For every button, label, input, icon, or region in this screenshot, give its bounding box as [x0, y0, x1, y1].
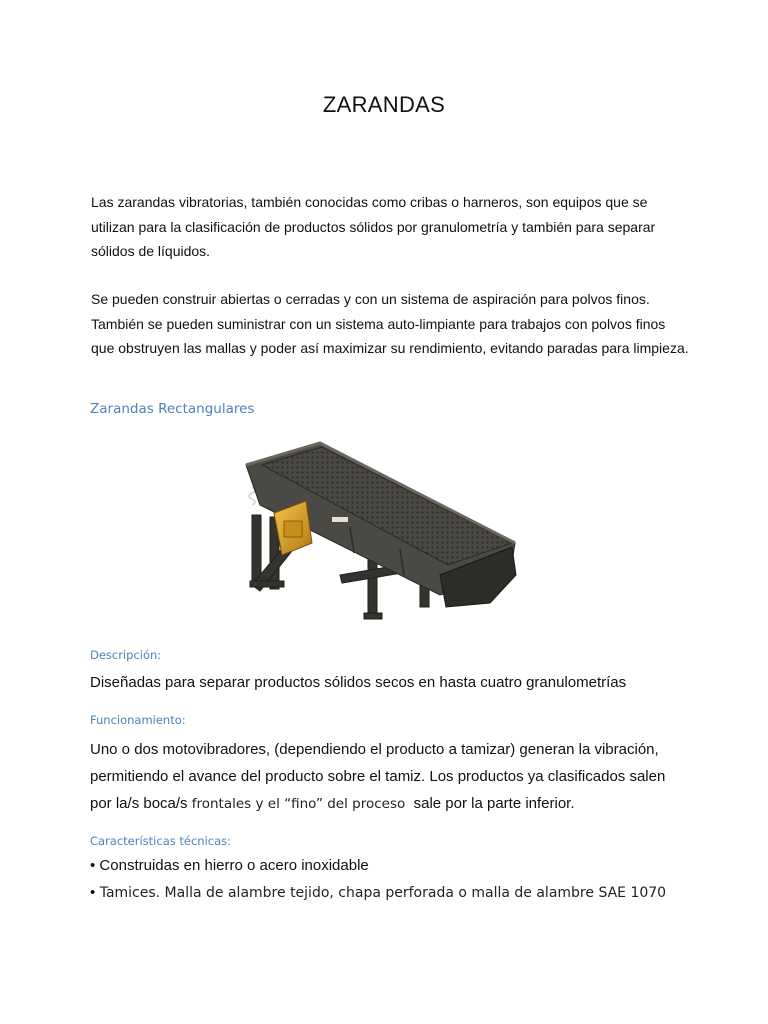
caracteristica-text: Construidas en hierro o acero inoxidable: [95, 857, 369, 874]
intro-paragraph-2: Se pueden construir abiertas o cerradas y con un sistema de aspiración para polvos finos. También se pueden suministrar con un sistema auto-limpiante para trabajos con polvos finos que obstruyen las mallas y poder así maximizar su rendimiento, evitando paradas para limpieza.: [91, 291, 689, 356]
caracteristica-text: Tamices. Malla de alambre tejido, chapa perforada o malla de alambre SAE 1070: [95, 885, 667, 901]
vibrating-screen-machine-illustration: [240, 425, 532, 630]
funcionamiento-heading: Funcionamiento:: [90, 713, 186, 727]
caracteristicas-heading: Características técnicas:: [90, 834, 232, 848]
caracteristica-item-2: [90, 884, 666, 901]
descripcion-text: Diseñadas para separar productos sólidos secos en hasta cuatro granulometrías: [90, 674, 627, 691]
descripcion-heading: Descripción:: [90, 648, 162, 662]
bullet-marker: •: [90, 857, 96, 874]
funcionamiento-text: [90, 736, 690, 818]
funcionamiento-text-part-2: frontales y el “fino” del proceso: [191, 796, 406, 812]
intro-paragraph-1: Las zarandas vibratorias, también conocidas como cribas o harneros, son equipos que se utilizan para la clasificación de productos sólidos por granulometría y también para separar sólidos de líquidos.: [91, 194, 656, 259]
bullet-marker: •: [90, 884, 96, 901]
caracteristica-item-1: [90, 857, 369, 874]
page-title: ZARANDAS: [322, 92, 446, 117]
funcionamiento-text-part-3: sale por la parte inferior.: [405, 795, 575, 812]
section-title: Zarandas Rectangulares: [90, 401, 255, 417]
funcionamiento-text-part-1: Uno o dos motovibradores, (dependiendo el producto a tamizar) generan la vibración, permitiendo el avance del producto sobre el tamiz. Los productos ya clasificados salen por la/s boca/s: [90, 741, 666, 812]
